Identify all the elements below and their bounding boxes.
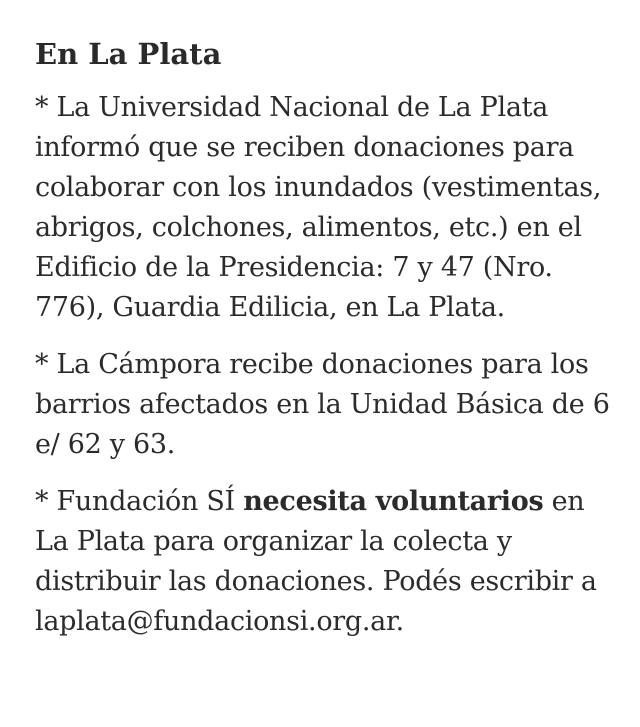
paragraph-suffix: en La Plata para organizar la colecta y distribuir las donaciones. Podés escribir a laplata@fundacionsi.org.ar. <box>35 486 597 637</box>
article-body <box>35 34 615 659</box>
paragraph-prefix: * Fundación SÍ <box>35 486 244 517</box>
volunteers-emphasis: necesita voluntarios <box>243 486 544 517</box>
paragraph-unlp-donations: * La Universidad Nacional de La Plata informó que se reciben donaciones para colaborar con los inundados (vestimentas, abrigos, colchones, alimentos, etc.) en el Edificio de la Presidencia: 7 y 47 (Nro. 776), Guardia Edilicia, en La Plata. <box>35 92 602 323</box>
paragraph-fundacion-si-volunteers <box>35 482 615 642</box>
paragraph-la-campora-donations: * La Cámpora recibe donaciones para los barrios afectados en la Unidad Básica de 6 e/ 62 y 63. <box>35 349 610 460</box>
section-heading: En La Plata <box>35 37 222 71</box>
